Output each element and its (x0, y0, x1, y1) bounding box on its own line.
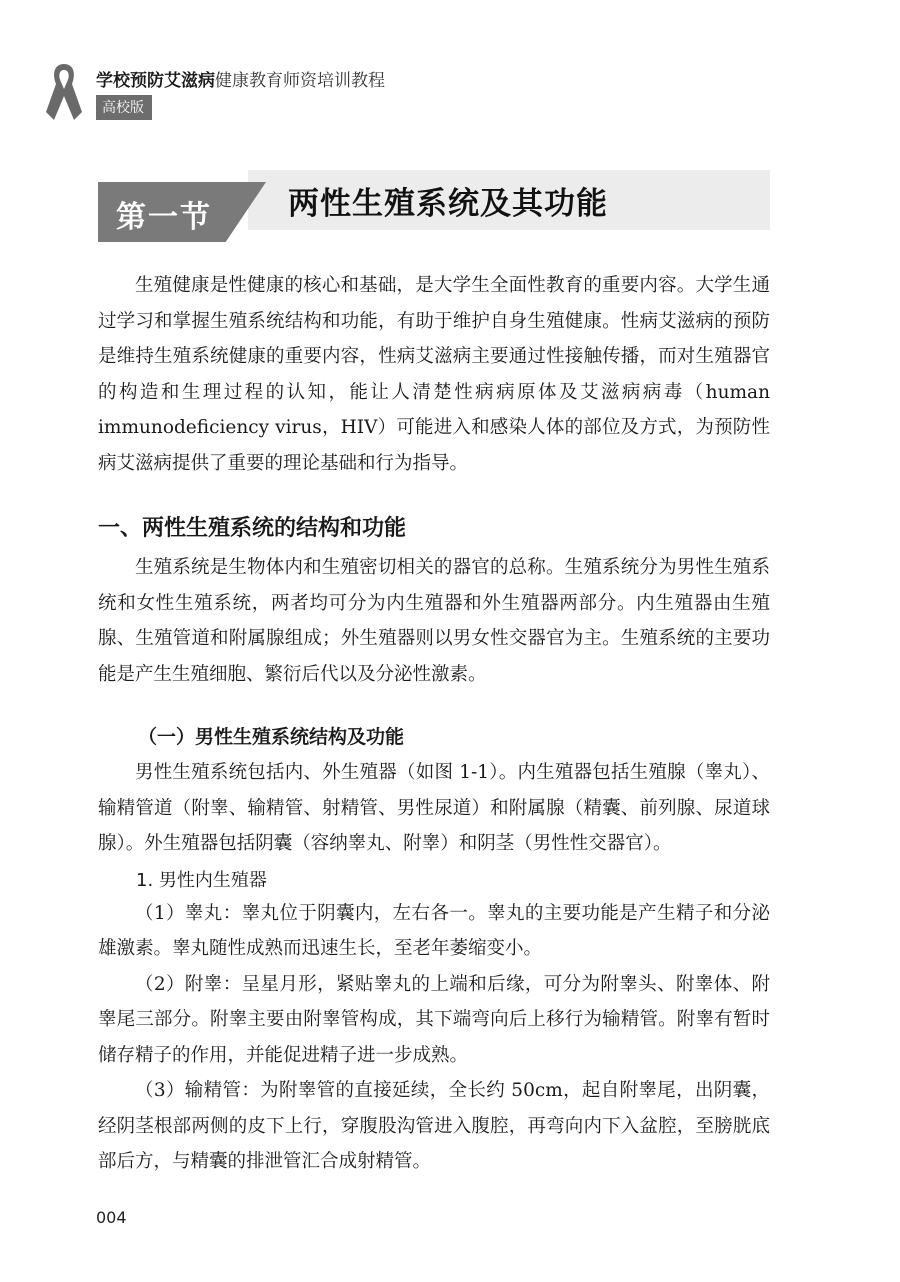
book-title-bold: 学校预防艾滋病 (96, 71, 215, 91)
intro-paragraph: 生殖健康是性健康的核心和基础，是大学生全面性教育的重要内容。大学生通过学习和掌握生殖系统结构和功能，有助于维护自身生殖健康。性病艾滋病的预防是维持生殖系统健康的重要内容，性病艾滋病主要通过性接触传播，而对生殖器官的构造和生理过程的认知，能让人清楚性病病原体及艾滋病病毒（human immunodeficiency virus，HIV）可能进入和感染人体的部位及方式，为预防性病艾滋病提供了重要的理论基础和行为指导。 (98, 275, 770, 474)
section-title: 两性生殖系统及其功能 (288, 186, 608, 222)
edition-badge: 高校版 (96, 95, 152, 120)
paragraph-reproductive-system: 生殖系统是生物体内和生殖密切相关的器官的总称。生殖系统分为男性生殖系统和女性生殖系统，两者均可分为内生殖器和外生殖器两部分。内生殖器由生殖腺、生殖管道和附属腺组成；外生殖器则以男女性交器官为主。生殖系统的主要功能是产生生殖细胞、繁衍后代以及分泌性激素。 (98, 557, 770, 685)
section-banner (98, 170, 770, 242)
heading-level-3: 1. 男性内生殖器 (136, 869, 267, 891)
book-title (96, 66, 385, 91)
list-item-vas-deferens: （3）输精管：为附睾管的直接延续，全长约 50cm，起自附睾尾，出阴囊，经阴茎根部两侧的皮下上行，穿腹股沟管进入腹腔，再弯向内下入盆腔，至膀胱底部后方，与精囊的排泄管汇合成射精管。 (98, 1080, 770, 1172)
heading-level-1: 一、两性生殖系统的结构和功能 (98, 516, 407, 541)
heading-level-2: （一）男性生殖系统结构及功能 (138, 726, 405, 748)
main-content (98, 268, 770, 1180)
page-number: 004 (96, 1208, 127, 1227)
book-header (44, 62, 864, 126)
section-number: 第一节 (116, 200, 212, 235)
awareness-ribbon-icon (44, 62, 84, 122)
book-title-light: 健康教育师资培训教程 (215, 71, 385, 91)
list-item-epididymis: （2）附睾：呈星月形，紧贴睾丸的上端和后缘，可分为附睾头、附睾体、附睾尾三部分。附睾主要由附睾管构成，其下端弯向后上移行为输精管。附睾有暂时储存精子的作用，并能促进精子进一步成熟。 (98, 973, 770, 1066)
paragraph-male-system: 男性生殖系统包括内、外生殖器（如图 1-1）。内生殖器包括生殖腺（睾丸）、输精管道（附睾、输精管、射精管、男性尿道）和附属腺（精囊、前列腺、尿道球腺）。外生殖器包括阴囊（容纳睾丸、附睾）和阴茎（男性性交器官）。 (98, 762, 770, 854)
list-item-testis: （1）睾丸：睾丸位于阴囊内，左右各一。睾丸的主要功能是产生精子和分泌雄激素。睾丸随性成熟而迅速生长，至老年萎缩变小。 (98, 902, 770, 959)
